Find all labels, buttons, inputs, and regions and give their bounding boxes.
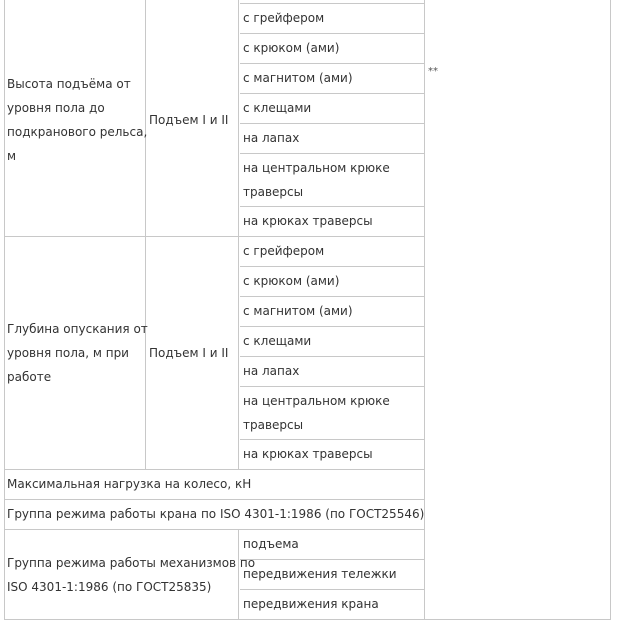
lift-option: на крюках траверсы <box>243 214 373 228</box>
lowering-depth-label-line: работе <box>7 370 52 384</box>
lowering-depth-mechanism: Подъем I и II <box>149 346 229 360</box>
column-divider <box>4 0 5 620</box>
lowering-depth-label-line: уровня пола, м при <box>7 346 129 360</box>
mechanism-group-option: подъема <box>243 537 299 551</box>
lift-option: с магнитом (ами) <box>243 71 353 85</box>
lowering-option: на лапах <box>243 364 300 378</box>
row-divider <box>240 3 424 4</box>
row-divider <box>4 236 424 237</box>
row-divider <box>240 356 424 357</box>
lift-option: с грейфером <box>243 11 325 25</box>
column-divider <box>238 0 239 470</box>
mechanism-group-label-line: Группа режима работы механизмов по <box>7 556 256 570</box>
mechanism-group-label-line: ISO 4301-1:1986 (по ГОСТ25835) <box>7 580 212 594</box>
lowering-option: с магнитом (ами) <box>243 304 353 318</box>
lift-height-label-line: м <box>7 149 17 163</box>
row-divider <box>240 266 424 267</box>
lowering-option: с грейфером <box>243 244 325 258</box>
lowering-option: с клещами <box>243 334 312 348</box>
row-divider <box>240 439 424 440</box>
row-divider <box>424 619 610 620</box>
lift-option: с крюком (ами) <box>243 41 340 55</box>
max-wheel-load-label: Максимальная нагрузка на колесо, кН <box>7 477 252 491</box>
row-divider <box>4 469 424 470</box>
row-divider <box>240 386 424 387</box>
row-divider <box>240 206 424 207</box>
lift-height-label-line: Высота подъёма от <box>7 77 131 91</box>
row-divider <box>4 619 424 620</box>
lowering-option: с крюком (ами) <box>243 274 340 288</box>
row-divider <box>240 153 424 154</box>
row-divider <box>240 123 424 124</box>
row-divider <box>4 499 424 500</box>
row-divider <box>240 63 424 64</box>
mechanism-group-option: передвижения тележки <box>243 567 397 581</box>
lift-option: на центральном крюке <box>243 161 390 175</box>
lowering-option: на центральном крюке <box>243 394 390 408</box>
row-divider <box>240 559 424 560</box>
row-divider <box>4 529 424 530</box>
lift-option: траверсы <box>243 185 304 199</box>
lift-option: с клещами <box>243 101 312 115</box>
row-divider <box>240 33 424 34</box>
footnote-mark: ** <box>428 66 438 77</box>
row-divider <box>240 326 424 327</box>
mechanism-group-option: передвижения крана <box>243 597 379 611</box>
lift-height-label-line: подкранового рельса, <box>7 125 148 139</box>
row-divider <box>240 589 424 590</box>
column-divider <box>145 0 146 470</box>
crane-group-label: Группа режима работы крана по ISO 4301-1:1986 (по ГОСТ25546) <box>7 507 425 521</box>
row-divider <box>240 93 424 94</box>
lowering-option: траверсы <box>243 418 304 432</box>
lowering-depth-label-line: Глубина опускания от <box>7 322 148 336</box>
column-divider <box>610 0 611 620</box>
lift-height-mechanism: Подъем I и II <box>149 113 229 127</box>
row-divider <box>240 296 424 297</box>
lift-height-label-line: уровня пола до <box>7 101 105 115</box>
column-divider <box>424 0 425 620</box>
lift-option: на лапах <box>243 131 300 145</box>
lowering-option: на крюках траверсы <box>243 447 373 461</box>
